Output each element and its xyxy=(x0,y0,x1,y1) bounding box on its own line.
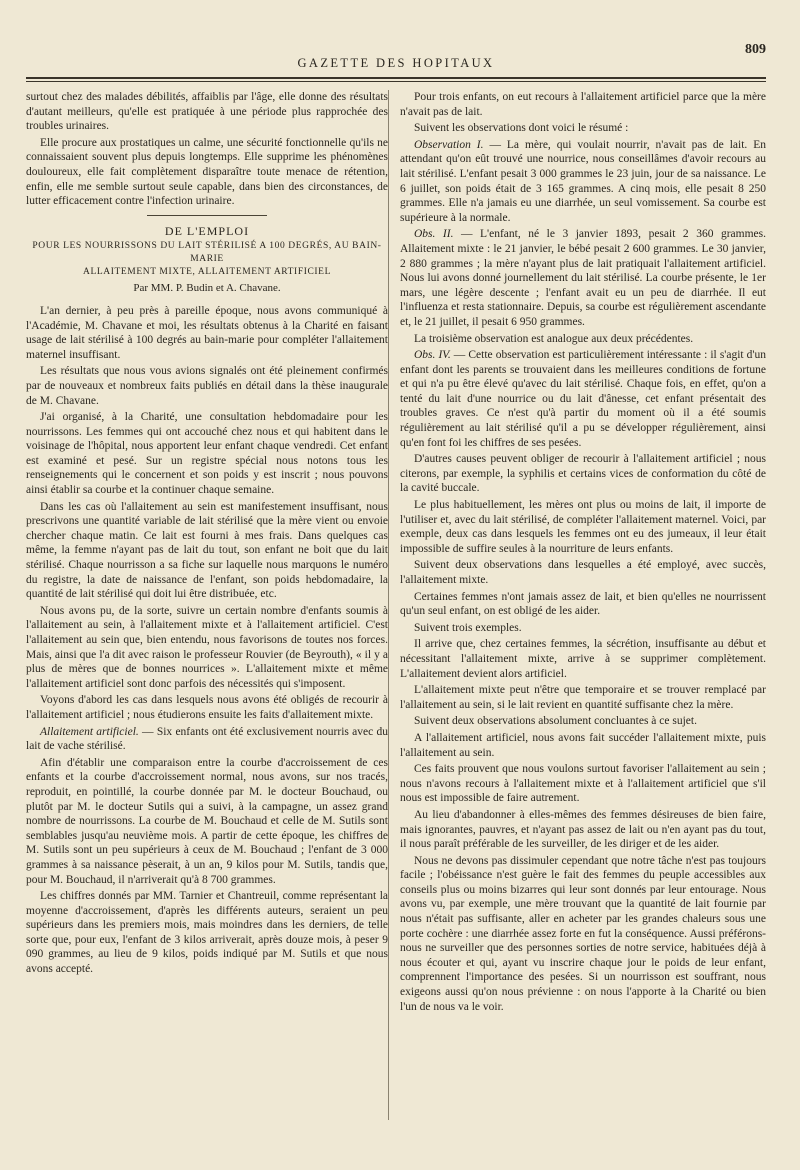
header-rule xyxy=(26,77,766,79)
paragraph xyxy=(26,725,388,754)
paragraph: Suivent les observations dont voici le résumé : xyxy=(414,122,629,135)
paragraph: Voyons d'abord les cas dans lesquels nous avons été obligés de recourir à l'allaitement artificiel ; nous étudierons ensuite les faits d'allaitement mixte. xyxy=(26,694,388,721)
paragraph: Afin d'établir une comparaison entre la courbe d'accroissement de ces enfants et la courbe d'accroissement normal, nous avons, sur nos tracés, reproduit, en pointillé, la courbe donnée par M. le docteur Bouchaud, ou plutôt par M. le docteur Sutils qui a suivi, à la campagne, un assez grand nombre de nourrissons. La courbe de M. Bouchaud et celle de M. Sutils sont semblables jusqu'au neuvième mois. A partir de cette époque, les chiffres de M. Sutils sont un peu supérieurs à ceux de M. Bouchaud ; l'enfant de 3 000 grammes à sa naissance pèserait, à un an, 9 kilos pour M. Sutils, tandis que, pour M. Bouchaud, il n'arriverait qu'à 8 700 grammes. xyxy=(26,756,388,886)
paragraph: Pour trois enfants, on eut recours à l'allaitement artificiel parce que la mère n'avait pas de lait. xyxy=(400,91,766,118)
paragraph xyxy=(400,348,766,450)
paragraph-text: — La mère, qui voulait nourrir, n'avait pas de lait. En attendant qu'on eût trouvé une nourrice, nous conseillâmes d'avoir recours au lait stérilisé. L'enfant pesait 3 000 grammes le 23 juin, jour de sa naissance. Le 6 juillet, son poids était de 3 165 grammes. A cinq mois, elle pesait 8 250 grammes. Elle n'a jamais eu une diarrhée, un seul vomissement. Sa courbe est supérieure à la normale. xyxy=(400,138,766,224)
header-rule-thin xyxy=(26,81,766,82)
paragraph-text: — Cette observation est particulièrement intéressante : il s'agit d'un enfant dont les parents se trouvaient dans les meilleures conditions de fortune et qui n'a pu être élevé qu'avec du lait stérilisé. Chaque fois, en effet, qu'on a tenté du lait d'une nourrice ou du lait d'ânesse, cet enfant présentait des troubles graves. Ce n'est qu'à partir du moment où il a été soumis régulièrement au lait stérilisé qu'il a pu se développer régulièrement, ainsi qu'en font foi les chiffres de ses pesées. xyxy=(400,349,767,449)
section-label: Allaitement artificiel. xyxy=(40,725,139,738)
paragraph: L'an dernier, à peu près à pareille époque, nous avons communiqué à l'Académie, M. Chavane et moi, les résultats obtenus à la Charité en faisant usage de lait stérilisé à 100 degrés au bain-marie pour compléter l'allaitement maternel insuffisant. xyxy=(26,304,388,361)
paragraph: Certaines femmes n'ont jamais assez de lait, et bien qu'elles ne nourrissent qu'un seul enfant, on est obligé de les aider. xyxy=(400,590,766,618)
paragraph: Suivent trois exemples. xyxy=(414,621,522,634)
observation-label: Observation I. xyxy=(414,138,484,151)
paragraph: Elle procure aux prostatiques un calme, une sécurité fonctionnelle qu'ils ne connaissaient souvent plus depuis longtemps. Elle supprime les phénomènes douloureux, elle fait complètement disparaître toute menace de rétention, enfin, elle me semble surtout seule capable, dans bien des circonstances, de lutter efficacement contre l'infection urinaire. xyxy=(26,136,388,208)
running-title: GAZETTE DES HOPITAUX xyxy=(297,56,495,70)
paragraph: Dans les cas où l'allaitement au sein est manifestement insuffisant, nous prescrivons une quantité variable de lait stérilisé que la mère vient ou envoie chercher chaque matin. Ce lait est fourni à mes frais. Dans quelques cas même, la femme n'ayant pas de lait du tout, son enfant ne boit que du lait stérilisé. Chaque nourrisson a sa fiche sur laquelle nous marquons le numéro du registre, la date de naissance de l'enfant, son poids hebdomadaire, la quantité de lait stérilisé qui doit lui être distribuée, etc. xyxy=(26,500,388,601)
paragraph: L'allaitement mixte peut n'être que temporaire et se trouver remplacé par l'allaitement au sein, si le lait revient en quantité suffisante chez la mère. xyxy=(400,684,766,711)
paragraph: D'autres causes peuvent obliger de recourir à l'allaitement artificiel ; nous citerons, par exemple, la syphilis et certains vices de conformation du côté de la cavité buccale. xyxy=(400,453,766,495)
paragraph: J'ai organisé, à la Charité, une consultation hebdomadaire pour les nourrissons. Les femmes qui ont accouché chez nous et qui habitent dans le voisinage de l'hôpital, nous apportent leur enfant chaque vendredi. Cet enfant est examiné et pesé. Sur un registre spécial nous notons tous les renseignements qui le concernent et son poids y est inscrit ; nous pouvons ainsi établir sa courbe et la continuer chaque semaine. xyxy=(26,411,388,497)
paragraph: Le plus habituellement, les mères ont plus ou moins de lait, il importe de l'utiliser et, avec du lait stérilisé, de compléter l'allaitement maternel. Voici, par exemple, deux cas dans lesquels les femmes ont eu des jumeaux, il leur était impossible de suffire seules à la nourriture de leurs enfants. xyxy=(400,499,766,555)
paragraph-text: — Six enfants ont été exclusivement nourris avec du lait de vache stérilisé. xyxy=(26,725,388,753)
page-number: 809 xyxy=(745,42,766,57)
column-divider xyxy=(388,90,389,1120)
paragraph: Il arrive que, chez certaines femmes, la sécrétion, insuffisante au début et nécessitant l'allaitement mixte, arrive à se supprimer complètement. L'allaitement devient alors artificiel. xyxy=(400,638,766,680)
paragraph: surtout chez des malades débilités, affaiblis par l'âge, elle donne des résultats d'autant meilleurs, qu'elle est pratiquée à une période plus rapprochée des troubles urinaires. xyxy=(26,91,388,133)
paragraph: Au lieu d'abandonner à elles-mêmes des femmes désireuses de bien faire, mais ignorantes, pauvres, et n'ayant pas assez de lait ou n'en ayant pas du tout, il nous paraît préférable de les surveiller, de les diriger et de les aider. xyxy=(400,808,766,851)
paragraph: Les résultats que nous vous avions signalés ont été pleinement confirmés par de nouveaux et nombreux faits publiés en détail dans la thèse inaugurale de M. Chavane. xyxy=(26,365,388,407)
article-title: DE L'EMPLOI xyxy=(164,223,250,238)
paragraph: Suivent deux observations dans lesquelles a été employé, avec succès, l'allaitement mixte. xyxy=(400,559,766,586)
paragraph: Nous avons pu, de la sorte, suivre un certain nombre d'enfants soumis à l'allaitement au sein, à l'allaitement mixte et à l'allaitement artificiel. C'est l'allaitement au sein que, bien entendu, nous favorisons de toutes nos forces. Mais, ainsi que l'a dit avec raison le professeur Rouvier (de Beyrouth), « il y a plus de mères que de bonnes nourrices ». L'allaitement mixte et même l'allaitement artificiel sont donc parfois des nécessités qui s'imposent. xyxy=(26,604,388,690)
article-authors: Par MM. P. Budin et A. Chavane. xyxy=(133,282,281,295)
paragraph-text: — L'enfant, né le 3 janvier 1893, pesait 2 360 grammes. Allaitement mixte : le 21 janvier, le bébé pesait 2 600 grammes. Le 30 janvier, 2 880 grammes ; la mère n'ayant plus de lait pratiquait l'allaitement artificiel. Nous lui avons donné journellement du lait stérilisé. La courbe présente, le 1er mars, une légère descente ; l'enfant avait eu un peu de diarrhée. Il eut l'influenza et resta stationnaire. Depuis, sa courbe est régulièrement ascendante et, le 21 juillet, il pesait 6 950 grammes. xyxy=(400,228,766,328)
left-column xyxy=(26,90,388,979)
article-subtitle: POUR LES NOURRISSONS DU LAIT STÉRILISÉ A 100 DEGRÉS, AU BAIN-MARIE xyxy=(32,241,382,265)
paragraph: Nous ne devons pas dissimuler cependant que notre tâche n'est pas toujours facile ; l'obéissance n'est guère le fait des femmes du peuple accessibles aux conseils plus ou moins bizarres qui leur sont donnés par leur entourage. Nous avons vu, par exemple, une mère trouvant que la quantité de lait fournie par nous n'était pas suffisante, aller en acheter par les grandes chaleurs sous une porte cochère : une diarrhée assez forte en fut la conséquence. Aussi préférons-nous ne surveiller que des personnes sorties de notre service, habituées déjà à nous écouter et qui, ayant vu inscrire chaque jour le poids de leur enfant, comprennent l'importance des pesées. Si un nourrisson est souffrant, nous exigeons aussi qu'on nous prévienne : on nous l'apporte à la Charité ou bien l'un de nous va le voir. xyxy=(400,854,766,1013)
observation-label: Obs. IV. xyxy=(414,349,451,362)
paragraph: Les chiffres donnés par MM. Tarnier et Chantreuil, comme représentant la moyenne d'accroissement, d'après les différents auteurs, seraient un peu supérieurs dans les premiers mois, mais moindres dans les derniers, de telle sorte que, pour eux, l'enfant de 3 kilos arriverait, après douze mois, à peser 9 090 grammes, au lieu de 9 kilos, poids indiqué par M. Sutils et que nous avons accepté. xyxy=(26,890,388,976)
paragraph: Ces faits prouvent que nous voulons surtout favoriser l'allaitement au sein ; nous n'avons recours à l'allaitement mixte et à l'allaitement artificiel que s'il nous est impossible de faire autrement. xyxy=(400,763,766,805)
paragraph xyxy=(400,227,766,329)
page-header xyxy=(26,40,766,80)
article-subtitle: ALLAITEMENT MIXTE, ALLAITEMENT ARTIFICIEL xyxy=(83,267,331,278)
section-separator xyxy=(147,215,267,216)
paragraph: La troisième observation est analogue aux deux précédentes. xyxy=(414,332,694,345)
right-column xyxy=(400,90,766,1016)
observation-label: Obs. II. xyxy=(414,228,454,241)
paragraph: Suivent deux observations absolument concluantes à ce sujet. xyxy=(414,715,697,728)
paragraph xyxy=(400,138,766,226)
paragraph: A l'allaitement artificiel, nous avons fait succéder l'allaitement mixte, puis l'allaitement au sein. xyxy=(400,731,766,759)
